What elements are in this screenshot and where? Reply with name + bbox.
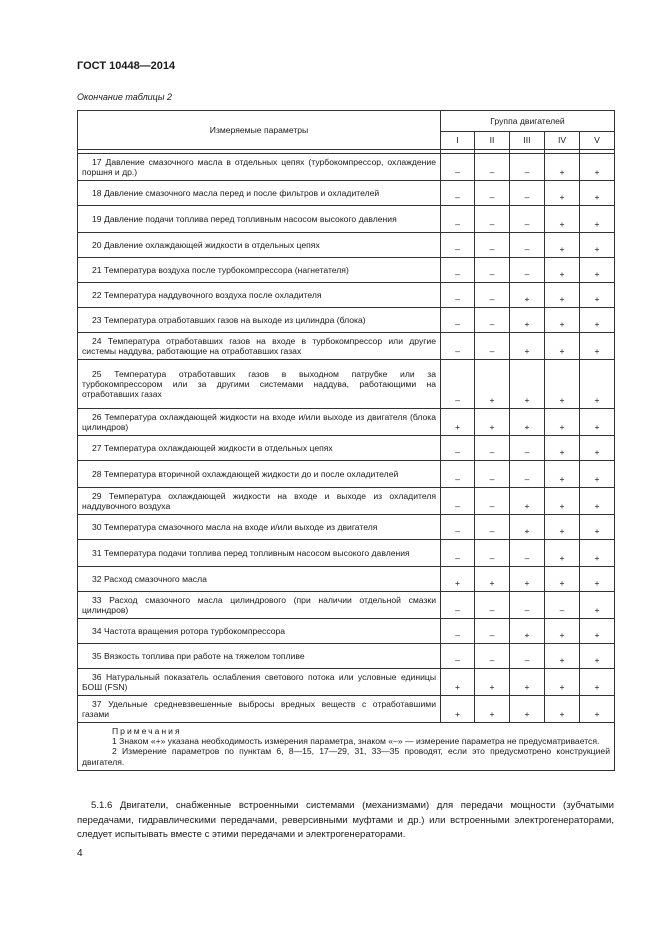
parameter-cell [78,283,441,308]
group-mark-cell: – [441,461,475,488]
parameter-text: 30 Температура смазочного масла на входе и/или выходе из двигателя [92,521,378,532]
group-numeral: III [510,132,545,150]
table-row [78,360,615,409]
page-number: 4 [77,848,83,859]
group-mark-cell: – [475,154,510,181]
group-mark-cell: + [510,515,545,540]
group-mark-cell: – [441,283,475,308]
document-header: ГОСТ 10448—2014 [77,60,176,72]
group-column-header: Группа двигателей [441,111,615,132]
group-mark-cell: + [580,233,615,258]
group-mark-cell: – [441,233,475,258]
group-mark-cell: + [580,592,615,619]
parameter-cell [78,409,441,436]
group-mark-cell: + [580,409,615,436]
table-row [78,669,615,696]
group-mark-cell: – [441,592,475,619]
parameter-cell [78,567,441,592]
group-mark-cell: – [510,461,545,488]
param-column-header: Измеряемые параметры [78,111,441,150]
group-mark-cell: + [545,283,580,308]
parameter-cell [78,436,441,461]
group-mark-cell: + [580,488,615,515]
parameter-text: 31 Температура подачи топлива перед топливным насосом высокого давления [92,547,410,558]
group-mark-cell: – [510,154,545,181]
parameter-text: 28 Температура вторичной охлаждающей жидкости до и после охладителей [92,468,399,479]
group-mark-cell: + [545,515,580,540]
group-mark-cell: + [580,258,615,283]
group-mark-cell: + [580,619,615,644]
group-mark-cell: – [475,619,510,644]
group-mark-cell: + [510,488,545,515]
parameter-text: 34 Частота вращения ротора турбокомпрессора [92,625,286,636]
parameter-cell [78,360,441,409]
group-mark-cell: – [475,181,510,206]
group-mark-cell: + [475,669,510,696]
table-row [78,206,615,233]
table-row [78,436,615,461]
group-mark-cell: – [510,206,545,233]
group-mark-cell: – [441,258,475,283]
group-mark-cell: – [475,515,510,540]
group-mark-cell: + [580,360,615,409]
group-mark-cell: + [545,488,580,515]
group-mark-cell: + [545,409,580,436]
group-mark-cell: – [441,154,475,181]
group-mark-cell: + [510,567,545,592]
group-mark-cell: – [441,540,475,567]
group-mark-cell: + [580,333,615,360]
group-mark-cell: – [441,488,475,515]
parameter-cell [78,669,441,696]
group-mark-cell: – [510,233,545,258]
group-mark-cell: + [441,696,475,723]
parameters-table [77,110,615,771]
group-mark-cell: – [510,644,545,669]
group-mark-cell: – [475,258,510,283]
group-mark-cell: – [441,619,475,644]
group-mark-cell: + [510,360,545,409]
group-numeral: V [580,132,615,150]
group-mark-cell: + [475,567,510,592]
parameter-text: 19 Давление подачи топлива перед топливным насосом высокого давления [92,213,397,224]
group-mark-cell: + [580,461,615,488]
group-mark-cell: + [510,619,545,644]
parameter-cell [78,619,441,644]
group-mark-cell: + [580,644,615,669]
table-row [78,696,615,723]
parameter-text: 27 Температура охлаждающей жидкости в отдельных цепях [92,442,333,453]
parameter-cell [78,592,441,619]
parameter-text: 23 Температура отработавших газов на выходе из цилиндра (блока) [92,314,366,325]
notes-row [78,723,615,771]
parameter-cell [78,206,441,233]
group-numeral: II [475,132,510,150]
group-mark-cell: – [475,540,510,567]
group-mark-cell: + [441,669,475,696]
group-mark-cell: + [545,206,580,233]
group-mark-cell: + [580,283,615,308]
table-row [78,515,615,540]
parameter-text: 36 Натуральный показатель ослабления светового потока или условные единицы БОШ (FSN) [82,671,436,692]
parameter-cell [78,154,441,181]
group-mark-cell: – [441,333,475,360]
table-row [78,461,615,488]
group-mark-cell: – [441,308,475,333]
table-row [78,308,615,333]
group-mark-cell: + [510,669,545,696]
table-row [78,233,615,258]
group-mark-cell: – [441,181,475,206]
body-paragraph: 5.1.6 Двигатели, снабженные встроенными системами (механизмами) для передачи мощности (зубчатыми передачами, гидравлическими передачами, реверсивными муфтами и др.) или встроенными электрогенераторами, следует испытывать вместе с этими передачами и электрогенераторами. [77,800,614,840]
table-notes [78,723,615,771]
table-row [78,567,615,592]
group-mark-cell: + [545,567,580,592]
table-row [78,333,615,360]
parameter-text: 17 Давление смазочного масла в отдельных цепях (турбокомпрессор, охлаждение поршня и др.) [82,156,436,177]
group-mark-cell: + [580,669,615,696]
group-mark-cell: – [441,644,475,669]
parameter-cell [78,644,441,669]
note-item: 1 Знаком «+» указана необходимость измерения параметра, знаком «–» — измерение параметра не предусматривается. [112,736,600,747]
group-mark-cell: – [441,360,475,409]
table-row [78,592,615,619]
parameter-text: 33 Расход смазочного масла цилиндрового (при наличии отдельной смазки цилиндров) [82,594,436,615]
group-mark-cell: – [475,644,510,669]
group-mark-cell: + [545,181,580,206]
group-mark-cell: – [475,461,510,488]
group-mark-cell: – [545,592,580,619]
group-mark-cell: + [545,540,580,567]
group-mark-cell: – [475,283,510,308]
parameter-cell [78,696,441,723]
parameter-text: 24 Температура отработавших газов на входе в турбокомпрессор или другие системы наддува, работающие на отработавших газах [82,335,436,356]
note-item: 2 Измерение параметров по пунктам 6, 8—15, 17—29, 31, 33—35 проводят, если это предусмотрено конструкцией двигателя. [82,746,610,767]
group-numeral: IV [545,132,580,150]
group-mark-cell: + [545,436,580,461]
parameter-text: 21 Температура воздуха после турбокомпрессора (нагнетателя) [92,264,349,275]
table-row [78,644,615,669]
parameter-text: 26 Температура охлаждающей жидкости на входе и/или выходе из двигателя (блока цилиндров) [82,411,436,432]
parameter-cell [78,515,441,540]
group-mark-cell: + [545,669,580,696]
group-mark-cell: – [441,515,475,540]
parameter-text: 32 Расход смазочного масла [92,573,207,584]
group-mark-cell: – [475,206,510,233]
group-numeral: I [441,132,475,150]
parameter-text: 25 Температура отработавших газов в выходном патрубке или за турбокомпрессором или за другими системами наддува, работающими на отработавших газах [82,368,436,400]
parameter-text: 20 Давление охлаждающей жидкости в отдельных цепях [92,239,320,250]
group-mark-cell: + [475,409,510,436]
table-row [78,283,615,308]
group-mark-cell: – [475,592,510,619]
group-mark-cell: + [545,308,580,333]
group-mark-cell: – [510,540,545,567]
group-mark-cell: + [545,333,580,360]
group-mark-cell: + [580,567,615,592]
group-mark-cell: + [510,696,545,723]
group-mark-cell: – [475,308,510,333]
parameter-cell [78,181,441,206]
group-mark-cell: + [545,154,580,181]
parameter-cell [78,258,441,283]
group-mark-cell: + [545,644,580,669]
table-caption: Окончание таблицы 2 [77,92,172,102]
parameter-text: 37 Удельные средневзвешенные выбросы вредных веществ с отработавшими газами [82,698,436,719]
group-mark-cell: – [510,258,545,283]
notes-title: Примечания [112,726,182,736]
group-mark-cell: – [441,436,475,461]
table-row [78,619,615,644]
group-mark-cell: + [545,619,580,644]
group-mark-cell: + [545,696,580,723]
group-mark-cell: – [510,436,545,461]
table-row [78,409,615,436]
parameter-text: 29 Температура охлаждающей жидкости на входе и выходе из охладителя наддувочного воздуха [82,490,436,511]
group-mark-cell: + [441,567,475,592]
group-mark-cell: + [545,461,580,488]
table-row [78,540,615,567]
group-mark-cell: – [475,488,510,515]
parameter-text: 18 Давление смазочного масла перед и после фильтров и охладителей [92,187,380,198]
group-mark-cell: + [545,258,580,283]
group-mark-cell: + [580,154,615,181]
parameter-cell [78,333,441,360]
group-mark-cell: + [545,360,580,409]
parameter-cell [78,233,441,258]
group-mark-cell: – [441,206,475,233]
parameter-text: 35 Вязкость топлива при работе на тяжелом топливе [92,650,305,661]
group-mark-cell: + [580,206,615,233]
group-mark-cell: – [510,181,545,206]
group-mark-cell: – [475,333,510,360]
group-mark-cell: + [580,436,615,461]
group-mark-cell: + [510,409,545,436]
parameter-text: 22 Температура наддувочного воздуха после охладителя [92,289,322,300]
parameter-cell [78,540,441,567]
group-mark-cell: – [475,233,510,258]
group-mark-cell: + [510,333,545,360]
parameter-cell [78,488,441,515]
group-mark-cell: + [580,515,615,540]
parameter-cell [78,308,441,333]
group-mark-cell: + [580,308,615,333]
table-row [78,258,615,283]
table-row [78,488,615,515]
group-mark-cell: + [580,540,615,567]
group-mark-cell: + [441,409,475,436]
group-mark-cell: + [545,233,580,258]
group-mark-cell: + [510,283,545,308]
group-mark-cell: – [510,592,545,619]
group-mark-cell: – [475,436,510,461]
group-mark-cell: + [475,360,510,409]
table-row [78,154,615,181]
table-header-row [78,111,615,132]
table-row [78,181,615,206]
group-mark-cell: + [580,181,615,206]
group-mark-cell: + [510,308,545,333]
group-mark-cell: + [475,696,510,723]
parameter-cell [78,461,441,488]
group-mark-cell: + [580,696,615,723]
